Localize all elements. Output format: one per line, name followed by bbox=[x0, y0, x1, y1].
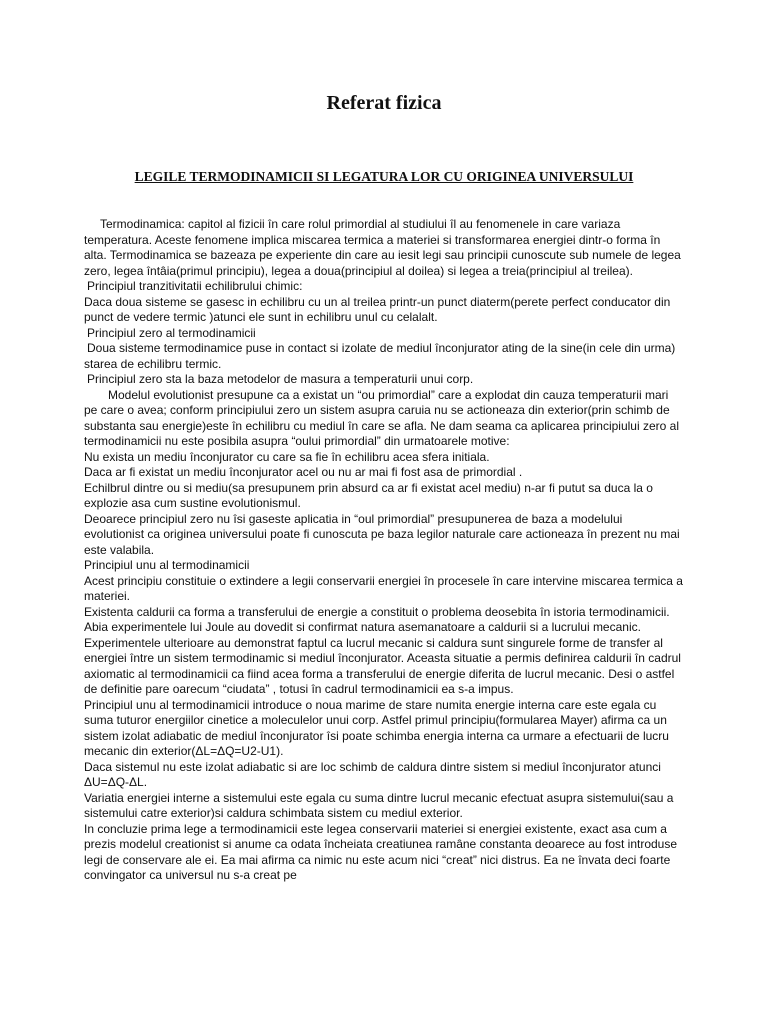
paragraph: Daca doua sisteme se gasesc in echilibru cu un al treilea printr-un punct diaterm(perete perfect conducator din punct de vedere termic )atunci ele sunt in echilibru unul cu celalalt. bbox=[84, 294, 671, 324]
paragraph: Nu exista un mediu înconjurator cu care sa fie în echilibru acea sfera initiala. bbox=[84, 449, 490, 464]
paragraph: Daca sistemul nu este izolat adiabatic si are loc schimb de caldura dintre sistem si mediul înconjurator atunci ΔU=ΔQ-ΔL. bbox=[84, 759, 661, 789]
paragraph: Daca ar fi existat un mediu înconjurator acel ou nu ar mai fi fost asa de primordial . bbox=[84, 465, 523, 479]
paragraph: Principiul zero al termodinamicii bbox=[87, 325, 256, 340]
paragraph: In concluzie prima lege a termodinamicii este legea conservarii materiei si energiei existente, exact asa cum a prezis modelul creationist si anume ca odata încheiata creatiunea ramâne constanta deoarece au fost introduse legi de conservare ale ei. Ea mai afirma ca nimic nu este acum nici “creat” nici distrus. Ea ne învata deci foarte convingator ca universul nu s-a creat pe bbox=[84, 821, 678, 882]
paragraph: Termodinamica: capitol al fizicii în care rolul primordial al studiului îl au fenomenele in care variaza temperatura. Aceste fenomene implica miscarea termica a materiei si transformarea energiei dintr-o forma în alta. Termodinamica se bazeaza pe experiente din care au iesit legi sau principii cunoscute sub numele de legea zero, legea întâia(primul principiu), legea a doua(principiul al doilea) si legea a treia(principiul al treilea). bbox=[84, 217, 681, 278]
document-body bbox=[84, 217, 684, 884]
paragraph: Acest principiu constituie o extindere a legii conservarii energiei în procesele în care intervine miscarea termica a materiei. bbox=[84, 573, 683, 603]
document-title: Referat fizica bbox=[326, 92, 442, 114]
paragraph: Echilbrul dintre ou si mediu(sa presupunem prin absurd ca ar fi existat acel mediu) n-ar fi putut sa duca la o explozie asa cum sustine evolutionismul. bbox=[84, 480, 653, 510]
paragraph: Principiul tranzitivitatii echilibrului chimic: bbox=[87, 279, 303, 293]
paragraph: Doua sisteme termodinamice puse in contact si izolate de mediul înconjurator ating de la sine(in cele din urma) starea de echilibru termic. bbox=[84, 341, 676, 371]
paragraph: Variatia energiei interne a sistemului este egala cu suma dintre lucrul mecanic efectuat asupra sistemului(sau a sistemului catre exterior)si caldura schimbata sistem cu mediul exterior. bbox=[84, 790, 674, 820]
paragraph: Principiul unu al termodinamicii bbox=[84, 558, 250, 572]
paragraph: Principiul unu al termodinamicii introduce o noua marime de stare numita energie interna care este egala cu suma tuturor energiilor cinetice a moleculelor unui corp. Astfel primul principiu(formularea Mayer) afirma ca un sistem izolat adiabatic de mediul înconjurator îsi poate schimba energia interna ca urmare a efectuarii de lucru mecanic din exterior(ΔL=ΔQ=U2-U1). bbox=[84, 697, 669, 758]
paragraph: Deoarece principiul zero nu îsi gaseste aplicatia in “oul primordial” presupunerea de baza a modelului evolutionist ca originea universului poate fi cunoscuta pe baza legilor naturale care actioneaza în prezent nu mai este valabila. bbox=[84, 511, 680, 557]
section-heading: LEGILE TERMODINAMICII SI LEGATURA LOR CU ORIGINEA UNIVERSULUI bbox=[134, 169, 634, 184]
paragraph: Principiul zero sta la baza metodelor de masura a temperaturii unui corp. bbox=[87, 372, 474, 386]
paragraph: Modelul evolutionist presupune ca a existat un “ou primordial” care a explodat din cauza temperaturii mari pe care o avea; conform principiului zero un sistem asupra caruia nu se actioneaza din exterior(prin schimb de substanta sau energie)este în echilibru cu mediul în care se afla. Ne dam seama ca aplicarea principiului zero al termodinamicii nu este posibila asupra “oului primordial” din urmatoarele motive: bbox=[84, 387, 679, 448]
paragraph: Existenta caldurii ca forma a transferului de energie a constituit o problema deosebita în istoria termodinamicii. Abia experimentele lui Joule au dovedit si confirmat natura asemanatoare a caldurii si a lucrului mecanic. Experimentele ulterioare au demonstrat faptul ca lucrul mecanic si caldura sunt singurele forme de transfer al energiei între un sistem termodinamic si mediul înconjurator. Aceasta situatie a permis definirea caldurii în cadrul axiomatic al termodinamicii ca fiind acea forma a transferului de energie diferita de lucrul mecanic. Desi o astfel de definitie pare oarecum “ciudata” , totusi în cadrul termodinamicii ea s-a impus. bbox=[84, 604, 681, 696]
